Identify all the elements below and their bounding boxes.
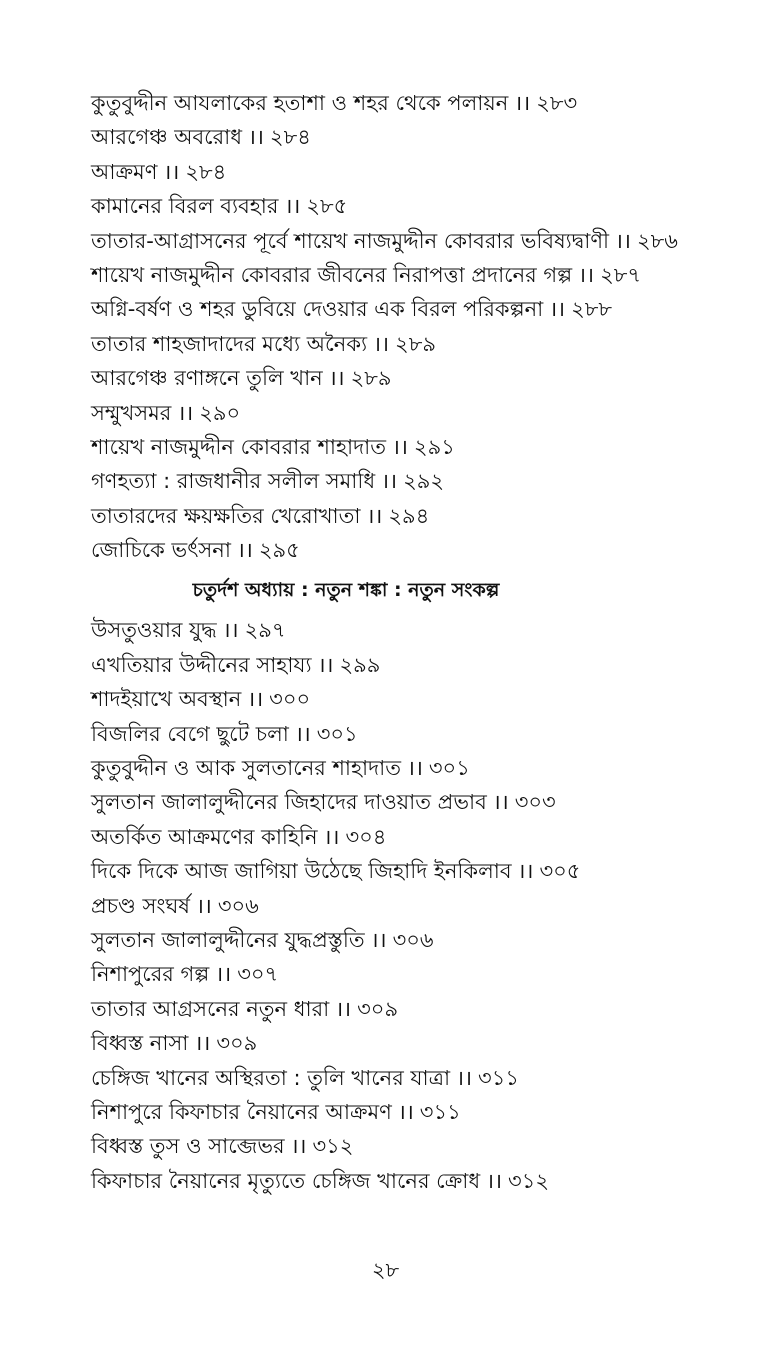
toc-entry-page: ২৯১	[413, 434, 455, 459]
toc-entry	[91, 292, 751, 326]
toc-separator: ।।	[328, 366, 345, 391]
toc-separator: ।।	[492, 790, 509, 815]
toc-entry-title: শায়েখ নাজমুদ্দীন কোবরার শাহাদাত	[91, 434, 386, 459]
toc-separator: ।।	[222, 618, 239, 643]
toc-entry-page: ৩০১	[316, 721, 358, 746]
toc-entry-page: ২৮৫	[306, 194, 348, 219]
toc-entry-title: অগ্নি-বর্ষণ ও শহর ডুবিয়ে দেওয়ার এক বিরল পরিকল্পনা	[91, 297, 544, 322]
toc-separator: ।।	[615, 228, 631, 253]
toc-entry	[91, 957, 751, 991]
toc-entry	[91, 992, 751, 1026]
toc-entry	[91, 751, 751, 785]
toc-entry-title: জোচিকে ভর্ৎসনা	[91, 538, 231, 563]
toc-entry-title: বিধ্বস্ত নাসা	[91, 1031, 189, 1056]
toc-entry-page: ৩০৭	[237, 962, 279, 987]
toc-separator: ।।	[406, 756, 423, 781]
toc-entry-title: গণহত্যা : রাজধানীর সলীল সমাধি	[91, 469, 376, 494]
toc-entry-title: সুলতান জালালুদ্দীনের যুদ্ধপ্রস্তুতি	[91, 927, 365, 952]
toc-separator: ।।	[373, 331, 390, 356]
page-number: ২৮	[371, 1258, 400, 1282]
toc-entry	[91, 499, 751, 533]
toc-entry	[91, 923, 751, 957]
toc-separator: ।।	[194, 1031, 211, 1056]
toc-entry-page: ২৯৫	[258, 538, 300, 563]
toc-entry-title: কুতুবুদ্দীন ও আক সুলতানের শাহাদাত	[91, 756, 401, 781]
toc-entry-page: ২৯০	[199, 400, 241, 425]
toc-entry-page: ২৮৪	[269, 125, 311, 150]
toc-entry-title: আক্রমণ	[91, 159, 158, 184]
toc-separator: ।।	[323, 824, 340, 849]
toc-entry-title: কুতুবুদ্দীন আযলাকের হতাশা ও শহর থেকে পলায়ন	[91, 91, 509, 115]
toc-separator: ।।	[517, 859, 534, 884]
toc-entry-page: ২৮৯	[350, 366, 392, 391]
toc-entry-title: সম্মুখসমর	[91, 400, 172, 425]
toc-entry-page: ২৮৮	[571, 297, 613, 322]
toc-entry-title: বিধ্বস্ত তুস ও সাব্জেভর	[91, 1134, 285, 1159]
toc-separator: ।।	[397, 1099, 414, 1124]
toc-entry-page: ৩১২	[508, 1168, 549, 1193]
toc-entry-page: ৩০৫	[539, 859, 581, 884]
toc-entry-title: তাতার শাহজাদাদের মধ্যে অনৈক্য	[91, 331, 368, 356]
chapter-heading: চতুর্দশ অধ্যায় : নতুন শঙ্কা : নতুন সংকল্প	[192, 579, 500, 602]
toc-entry	[91, 820, 751, 854]
toc-separator: ।।	[317, 652, 334, 677]
toc-entry	[91, 120, 751, 154]
toc-separator: ।।	[486, 1168, 503, 1193]
toc-entry-page: ২৯৯	[339, 652, 381, 677]
toc-separator: ।।	[177, 400, 194, 425]
toc-entry-page: ২৮৩	[536, 91, 578, 115]
toc-entry-title: দিকে দিকে আজ জাগিয়া উঠেছে জিহাদি ইনকিলাব	[91, 859, 512, 884]
toc-entry	[91, 1061, 751, 1095]
toc-entry	[91, 86, 751, 120]
toc-entry-title: চেঙ্গিজ খানের অস্থিরতা : তুলি খানের যাত্রা	[91, 1065, 451, 1090]
toc-separator: ।।	[294, 721, 311, 746]
toc-separator: ।।	[284, 194, 301, 219]
table-of-contents	[91, 86, 751, 1198]
toc-entry-page: ২৮৪	[185, 159, 227, 184]
toc-entry	[91, 1095, 751, 1129]
toc-entry-page: ২৯৭	[244, 618, 286, 643]
toc-separator: ।।	[514, 91, 531, 115]
toc-separator: ।।	[578, 262, 595, 287]
toc-entry-page: ৩১২	[312, 1134, 354, 1159]
toc-entry	[91, 682, 751, 716]
toc-separator: ।।	[392, 434, 408, 459]
toc-separator: ।।	[335, 996, 352, 1021]
toc-entry	[91, 854, 751, 888]
toc-separator: ।।	[381, 469, 398, 494]
toc-entry-page: ২৯২	[403, 469, 445, 494]
toc-entry	[91, 717, 751, 751]
toc-entry	[91, 889, 751, 923]
toc-entry	[91, 361, 751, 395]
toc-entry	[91, 396, 751, 430]
toc-entry-title: তাতারদের ক্ষয়ক্ষতির খেরোখাতা	[91, 503, 361, 528]
toc-entry-page: ২৮৯	[395, 331, 436, 356]
toc-entry-title: তাতার-আগ্রাসনের পূর্বে শায়েখ নাজমুদ্দীন কোবরার ভবিষ্যদ্বাণী	[91, 228, 610, 253]
toc-entry-title: নিশাপুরে কিফাচার নৈয়ানের আক্রমণ	[91, 1099, 392, 1124]
toc-separator: ।।	[195, 893, 212, 918]
toc-entry-title: তাতার আগ্রসনের নতুন ধারা	[91, 996, 330, 1021]
toc-entry	[91, 189, 751, 223]
toc-entry-title: নিশাপুরের গল্প	[91, 962, 210, 987]
toc-entry-page: ২৮৬	[636, 228, 678, 253]
toc-entry-page: ৩০৪	[345, 824, 387, 849]
toc-entry-title: অতর্কিত আক্রমণের কাহিনি	[91, 824, 318, 849]
toc-entry-title: শায়েখ নাজমুদ্দীন কোবরার জীবনের নিরাপত্তা প্রদানের গল্প	[91, 262, 573, 287]
toc-entry	[91, 1129, 751, 1163]
toc-entry-page: ৩১১	[478, 1065, 519, 1090]
toc-entry-page: ৩০০	[269, 687, 311, 712]
toc-separator: ।।	[247, 687, 264, 712]
toc-entry-title: বিজলির বেগে ছুটে চলা	[91, 721, 289, 746]
toc-entry-title: প্রচণ্ড সংঘর্ষ	[91, 893, 190, 918]
toc-entry-title: শাদইয়াখে অবস্থান	[91, 687, 242, 712]
toc-separator: ।।	[248, 125, 264, 150]
toc-entry-title: কামানের বিরল ব্যবহার	[91, 194, 279, 219]
toc-entry-page: ৩০১	[428, 756, 470, 781]
toc-entry	[91, 1164, 751, 1198]
toc-separator: ।।	[370, 927, 387, 952]
toc-entry	[91, 533, 751, 567]
toc-separator: ।।	[456, 1065, 473, 1090]
toc-entry	[91, 258, 751, 292]
toc-entry-title: কিফাচার নৈয়ানের মৃত্যুতে চেঙ্গিজ খানের ক্রোধ	[91, 1168, 481, 1193]
toc-entry-title: এখতিয়ার উদ্দীনের সাহায্য	[91, 652, 312, 677]
toc-entry	[91, 613, 751, 647]
toc-entry	[91, 1026, 751, 1060]
toc-separator: ।।	[366, 503, 383, 528]
toc-separator: ।।	[236, 538, 253, 563]
toc-separator: ।।	[290, 1134, 307, 1159]
toc-entry-page: ২৮৭	[600, 262, 641, 287]
toc-entry	[91, 155, 751, 189]
toc-entry	[91, 648, 751, 682]
toc-entry-page: ৩০৬	[392, 927, 434, 952]
toc-entry-title: আরগেঞ্চ রণাঙ্গনে তুলি খান	[91, 366, 323, 391]
toc-entry	[91, 430, 751, 464]
toc-entry-title: উসতুওয়ার যুদ্ধ	[91, 618, 217, 643]
toc-entry	[91, 464, 751, 498]
toc-entry-page: ৩০৯	[216, 1031, 258, 1056]
toc-separator: ।।	[215, 962, 232, 987]
toc-entry-page: ২৯৪	[388, 503, 430, 528]
toc-entry-page: ৩০৯	[357, 996, 399, 1021]
toc-entry-page: ৩০৩	[514, 790, 556, 815]
toc-separator: ।।	[163, 159, 180, 184]
toc-entry-title: সুলতান জালালুদ্দীনের জিহাদের দাওয়াত প্রভাব	[91, 790, 487, 815]
toc-entry-page: ৩১১	[419, 1099, 461, 1124]
toc-entry	[91, 327, 751, 361]
toc-entry-page: ৩০৬	[217, 893, 259, 918]
toc-separator: ।।	[549, 297, 566, 322]
toc-entry-title: আরগেঞ্চ অবরোধ	[91, 125, 242, 150]
toc-entry	[91, 785, 751, 819]
toc-entry	[91, 224, 751, 258]
